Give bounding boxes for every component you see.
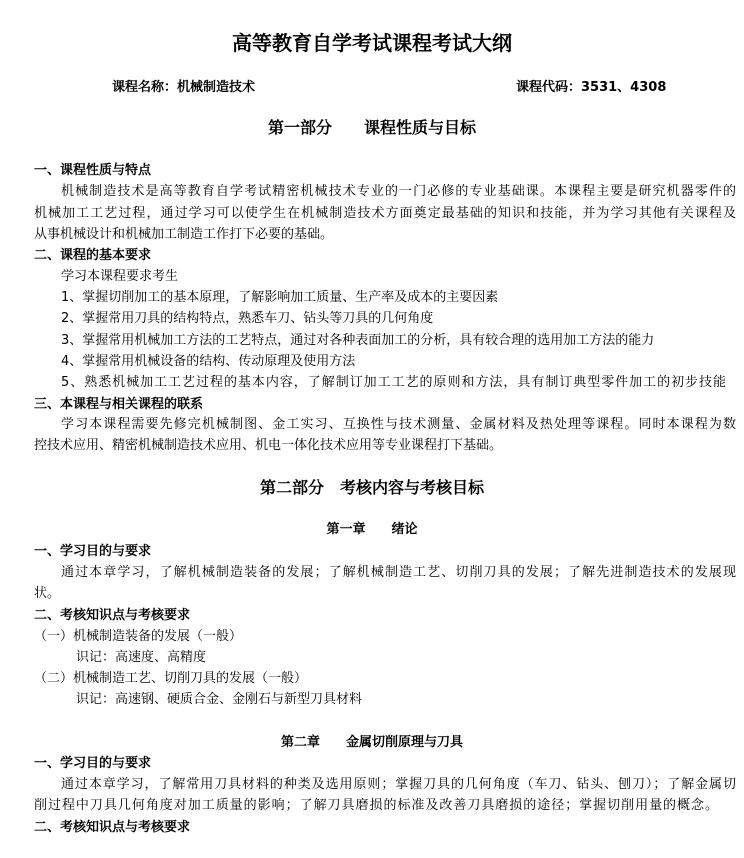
section-heading: 二、考核知识点与考核要求 (34, 820, 191, 835)
section-heading: 一、学习目的与要求 (34, 544, 152, 559)
paragraph-line: 控技术应用、精密机械制造技术应用、机电一体化技术应用等专业课程打下基础。 (34, 438, 503, 453)
paragraph-line: 机械加工工艺过程，通过学习可以使学生在机械制造技术方面奠定最基础的知识和技能，并为学习其他有关课程及 (34, 206, 736, 221)
section-heading: 二、考核知识点与考核要求 (34, 608, 191, 623)
paragraph-line: 通过本章学习，了解常用刀具材料的种类及选用原则；掌握刀具的几何角度（车刀、钻头、刨刀）；了解金属切 (61, 777, 736, 792)
knowledge-point: （二）机械制造工艺、切削刀具的发展（一般） (34, 671, 308, 686)
section-heading: 三、本课程与相关课程的联系 (34, 397, 204, 412)
knowledge-note: 识记：高速度、高精度 (76, 650, 207, 665)
paragraph-line: 削过程中刀具几何角度对加工质量的影响；了解刀具磨损的标准及改善刀具磨损的途径；掌握切削用量的概念。 (34, 798, 718, 813)
list-item: 3、掌握常用机械加工方法的工艺特点，通过对各种表面加工的分析，具有较合理的选用加工方法的能力 (61, 333, 655, 348)
paragraph-line: 状。 (34, 586, 61, 601)
part2-heading: 第二部分 考核内容与考核目标 (259, 478, 484, 497)
list-item: 2、掌握常用刀具的结构特点，熟悉车刀、钻头等刀具的几何角度 (61, 311, 434, 326)
section-heading: 一、学习目的与要求 (34, 756, 152, 771)
list-item: 1、掌握切削加工的基本原理，了解影响加工质量、生产率及成本的主要因素 (61, 290, 499, 305)
document-title: 高等教育自学考试课程考试大纲 (232, 31, 512, 55)
paragraph-line: 从事机械设计和机械加工制造工作打下必要的基础。 (34, 227, 334, 242)
section-heading: 二、课程的基本要求 (34, 248, 152, 263)
paragraph-line: 通过本章学习，了解机械制造装备的发展；了解机械制造工艺、切削刀具的发展；了解先进制造技术的发展现 (61, 565, 736, 580)
course-code: 课程代码：3531、4308 (516, 80, 667, 95)
paragraph-line: 机械制造技术是高等教育自学考试精密机械技术专业的一门必修的专业基础课。本课程主要是研究机器零件的 (61, 184, 736, 199)
list-item: 5、熟悉机械加工工艺过程的基本内容，了解制订加工工艺的原则和方法，具有制订典型零件加工的初步技能 (61, 375, 726, 390)
chapter-heading: 第一章 绪论 (326, 522, 418, 537)
paragraph-line: 学习本课程需要先修完机械制图、金工实习、互换性与技术测量、金属材料及热处理等课程。同时本课程为数 (61, 417, 736, 432)
list-item: 4、掌握常用机械设备的结构、传动原理及使用方法 (61, 354, 356, 369)
knowledge-point: （一）机械制造装备的发展（一般） (34, 629, 243, 644)
knowledge-note: 识记：高速钢、硬质合金、金刚石与新型刀具材料 (76, 692, 363, 707)
section-heading: 一、课程性质与特点 (34, 163, 152, 178)
course-name: 课程名称：机械制造技术 (112, 80, 256, 95)
paragraph-line: 学习本课程要求考生 (61, 269, 179, 284)
part1-heading: 第一部分 课程性质与目标 (267, 118, 476, 137)
chapter-heading: 第二章 金属切削原理与刀具 (280, 735, 463, 750)
